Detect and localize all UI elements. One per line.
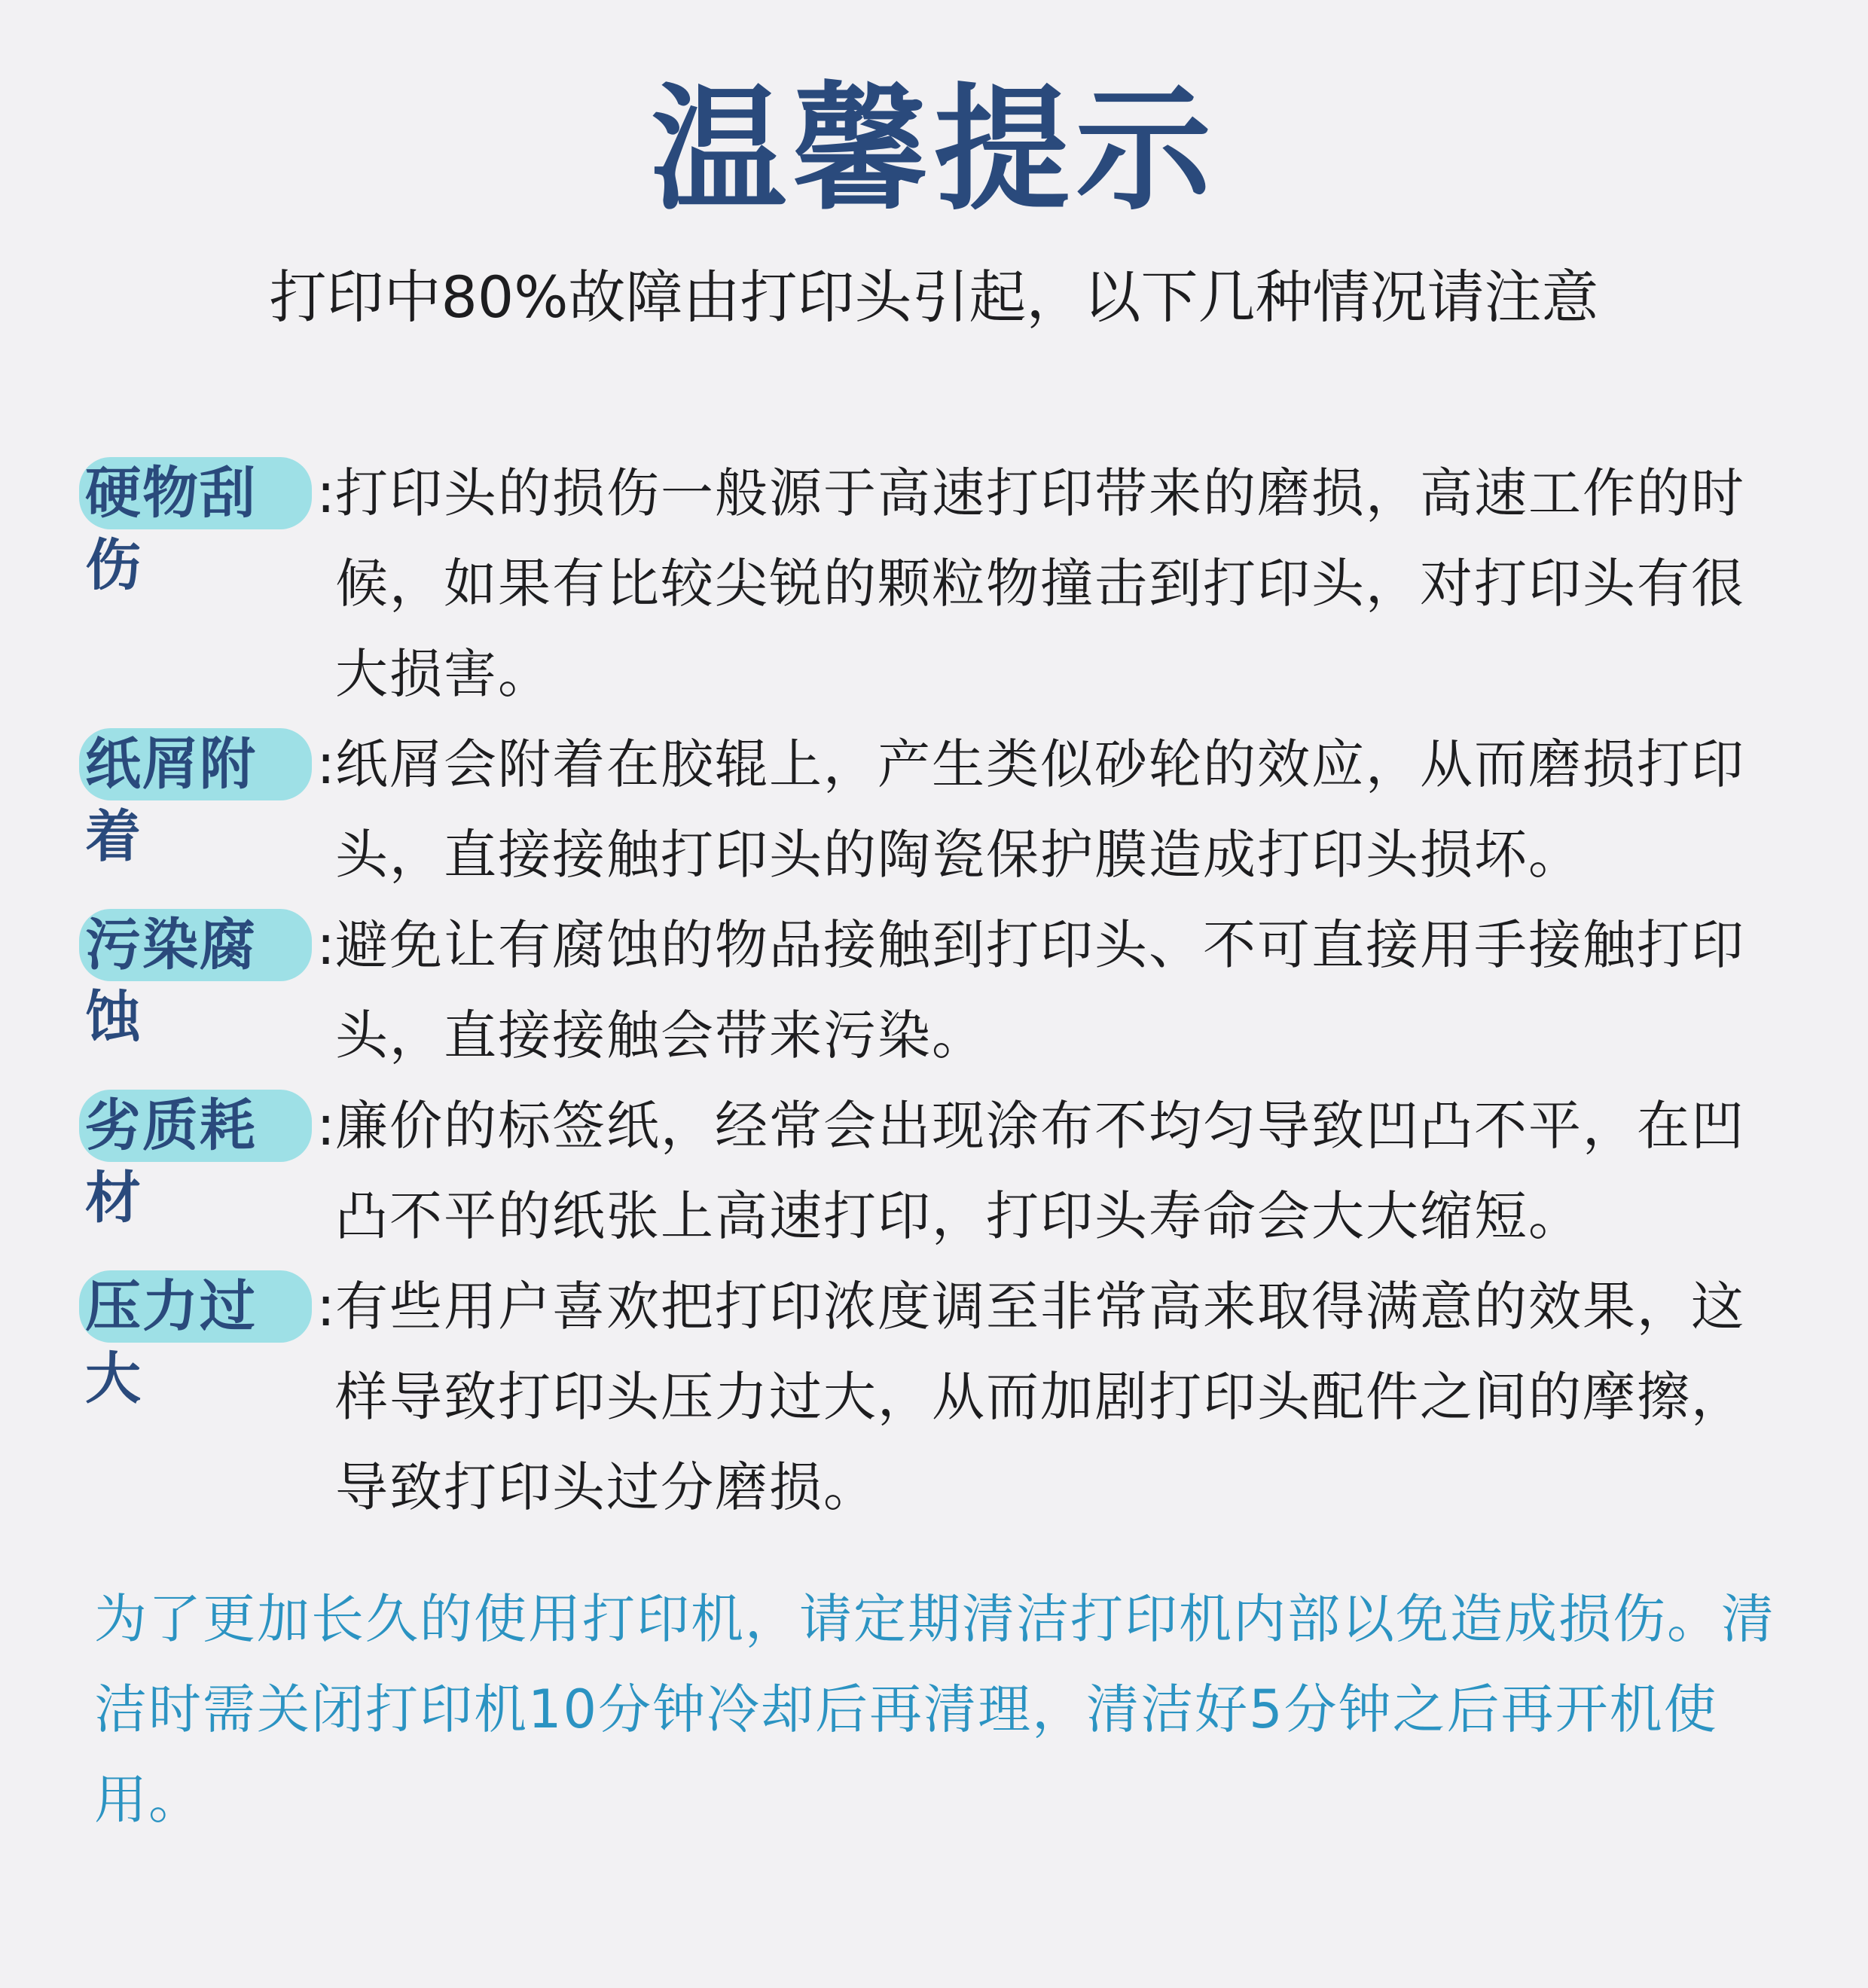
tip-label-chip: 压力过大 [79, 1270, 312, 1343]
tip-label-chip: 污染腐蚀 [79, 909, 312, 981]
tip-label-chip: 硬物刮伤 [79, 457, 312, 529]
tip-text: 廉价的标签纸，经常会出现涂布不均匀导致凹凸不平，在凹凸不平的纸张上高速打印，打印头寿命会大大缩短。 [335, 1095, 1745, 1247]
tip-label-colon: : [316, 1093, 335, 1158]
tip-label [79, 719, 335, 869]
tip-item [79, 1261, 1774, 1532]
tip-item [79, 1081, 1774, 1261]
tip-text: 纸屑会附着在胶辊上，产生类似砂轮的效应，从而磨损打印头，直接接触打印头的陶瓷保护膜造成打印头损坏。 [335, 733, 1745, 886]
footer-note: 为了更加长久的使用打印机，请定期清洁打印机内部以免造成损伤。清洁时需关闭打印机10分钟冷却后再清理，清洁好5分钟之后再开机使用。 [94, 1588, 1775, 1831]
tip-label-colon: : [316, 913, 335, 977]
tip-text: 打印头的损伤一般源于高速打印带来的磨损，高速工作的时候，如果有比较尖锐的颗粒物撞击到打印头，对打印头有很大损害。 [335, 462, 1745, 705]
tips-list [79, 448, 1774, 1532]
page-title: 温馨提示 [650, 72, 1217, 229]
subtitle: 打印中80%故障由打印头引起，以下几种情况请注意 [269, 264, 1599, 331]
tip-item [79, 900, 1774, 1081]
tip-label [79, 448, 335, 598]
tip-label [79, 900, 335, 1050]
tip-label-chip: 纸屑附着 [79, 728, 312, 800]
tip-label-chip: 劣质耗材 [79, 1090, 312, 1162]
tip-label-colon: : [316, 461, 335, 526]
tip-item [79, 719, 1774, 900]
tip-label [79, 1261, 335, 1411]
tip-text: 有些用户喜欢把打印浓度调至非常高来取得满意的效果，这样导致打印头压力过大，从而加剧打印头配件之间的摩擦，导致打印头过分磨损。 [335, 1276, 1745, 1518]
tip-label-colon: : [316, 732, 335, 797]
tip-label-colon: : [316, 1274, 335, 1339]
tip-text: 避免让有腐蚀的物品接触到打印头、不可直接用手接触打印头，直接接触会带来污染。 [335, 914, 1745, 1066]
tip-item [79, 448, 1774, 719]
tip-label [79, 1081, 335, 1230]
